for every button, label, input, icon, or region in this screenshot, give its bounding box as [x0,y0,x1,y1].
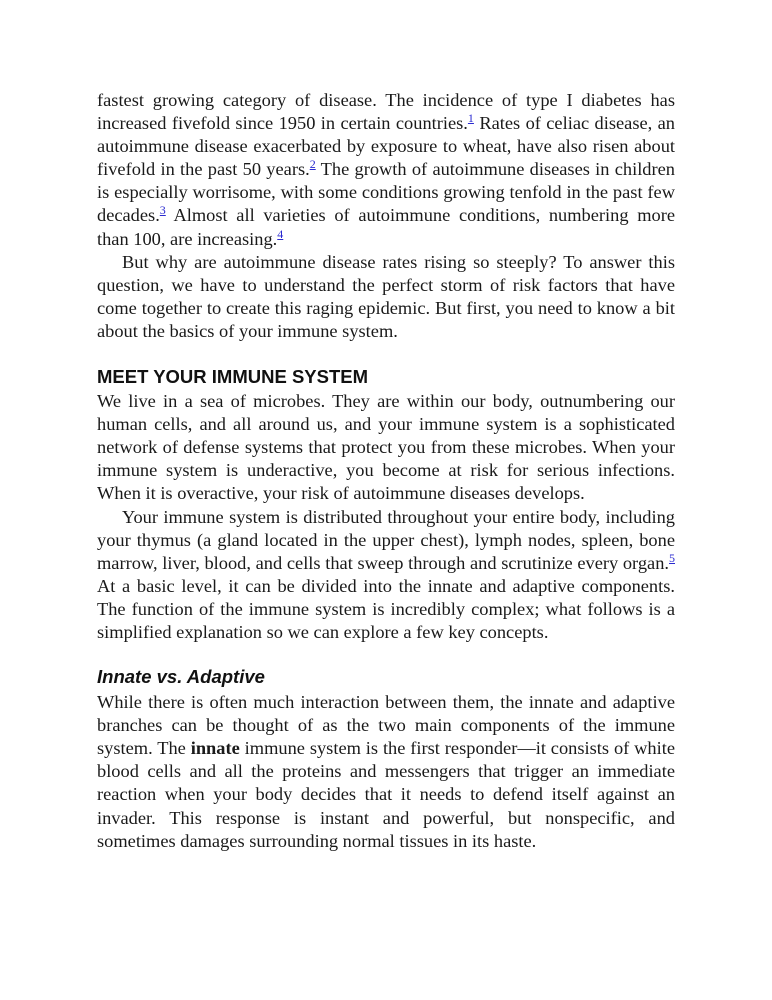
innate-text-1: While there is often much interaction between them, the innate and adaptive branches can be thought of as the two main components of the immune system. The [97,692,675,759]
footnote-link-5[interactable]: 5 [669,550,675,565]
footnote-link-1[interactable]: 1 [467,111,474,126]
subsection-heading-innate-adaptive: Innate vs. Adaptive [97,666,265,688]
footnote-link-2[interactable]: 2 [309,157,316,172]
intro-text-3: The growth of autoimmune diseases in children is especially worrisome, with some conditions growing tenfold in the past few decades. [97,159,675,226]
innate-paragraph [97,691,675,853]
intro-paragraph-1 [97,89,675,251]
intro-text-2: Rates of celiac disease, an autoimmune disease exacerbated by exposure to wheat, have also risen about fivefold in the past 50 years. [97,113,675,180]
innate-text-2: immune system is the first responder—it consists of white blood cells and all the proteins and messengers that trigger an immediate reaction when your body decides that it needs to defend itself against an invader. This response is instant and powerful, but nonspecific, and sometimes damages surrounding normal tissues in its haste. [97,738,676,851]
footnote-link-4[interactable]: 4 [277,226,284,241]
footnote-link-3[interactable]: 3 [159,203,166,218]
immune-paragraph-1: We live in a sea of microbes. They are within our body, outnumbering our human cells, and all around us, and your immune system is a sophisticated network of defense systems that protect you from these microbes. When your immune system is underactive, you become at risk for serious infections. When it is overactive, your risk of autoimmune diseases develops. [97,391,675,504]
innate-bold-term: innate [190,738,240,759]
intro-text-1: fastest growing category of disease. The incidence of type I diabetes has increased fivefold since 1950 in certain countries. [97,90,675,134]
immune-text-2: At a basic level, it can be divided into the innate and adaptive components. The function of the immune system is incredibly complex; what follows is a simplified explanation so we can explore a few key concepts. [97,575,675,642]
book-page [97,89,675,853]
immune-paragraph-2 [97,506,675,645]
intro-paragraph-2: But why are autoimmune disease rates rising so steeply? To answer this question, we have to understand the perfect storm of risk factors that have come together to create this raging epidemic. But first, you need to know a bit about the basics of your immune system. [97,251,675,341]
intro-text-4: Almost all varieties of autoimmune conditions, numbering more than 100, are increasing. [97,205,675,249]
section-heading-immune-system: MEET YOUR IMMUNE SYSTEM [97,366,369,388]
immune-text-1: Your immune system is distributed throughout your entire body, including your thymus (a gland located in the upper chest), lymph nodes, spleen, bone marrow, liver, blood, and cells that sweep through and scrutinize every organ. [97,506,675,573]
